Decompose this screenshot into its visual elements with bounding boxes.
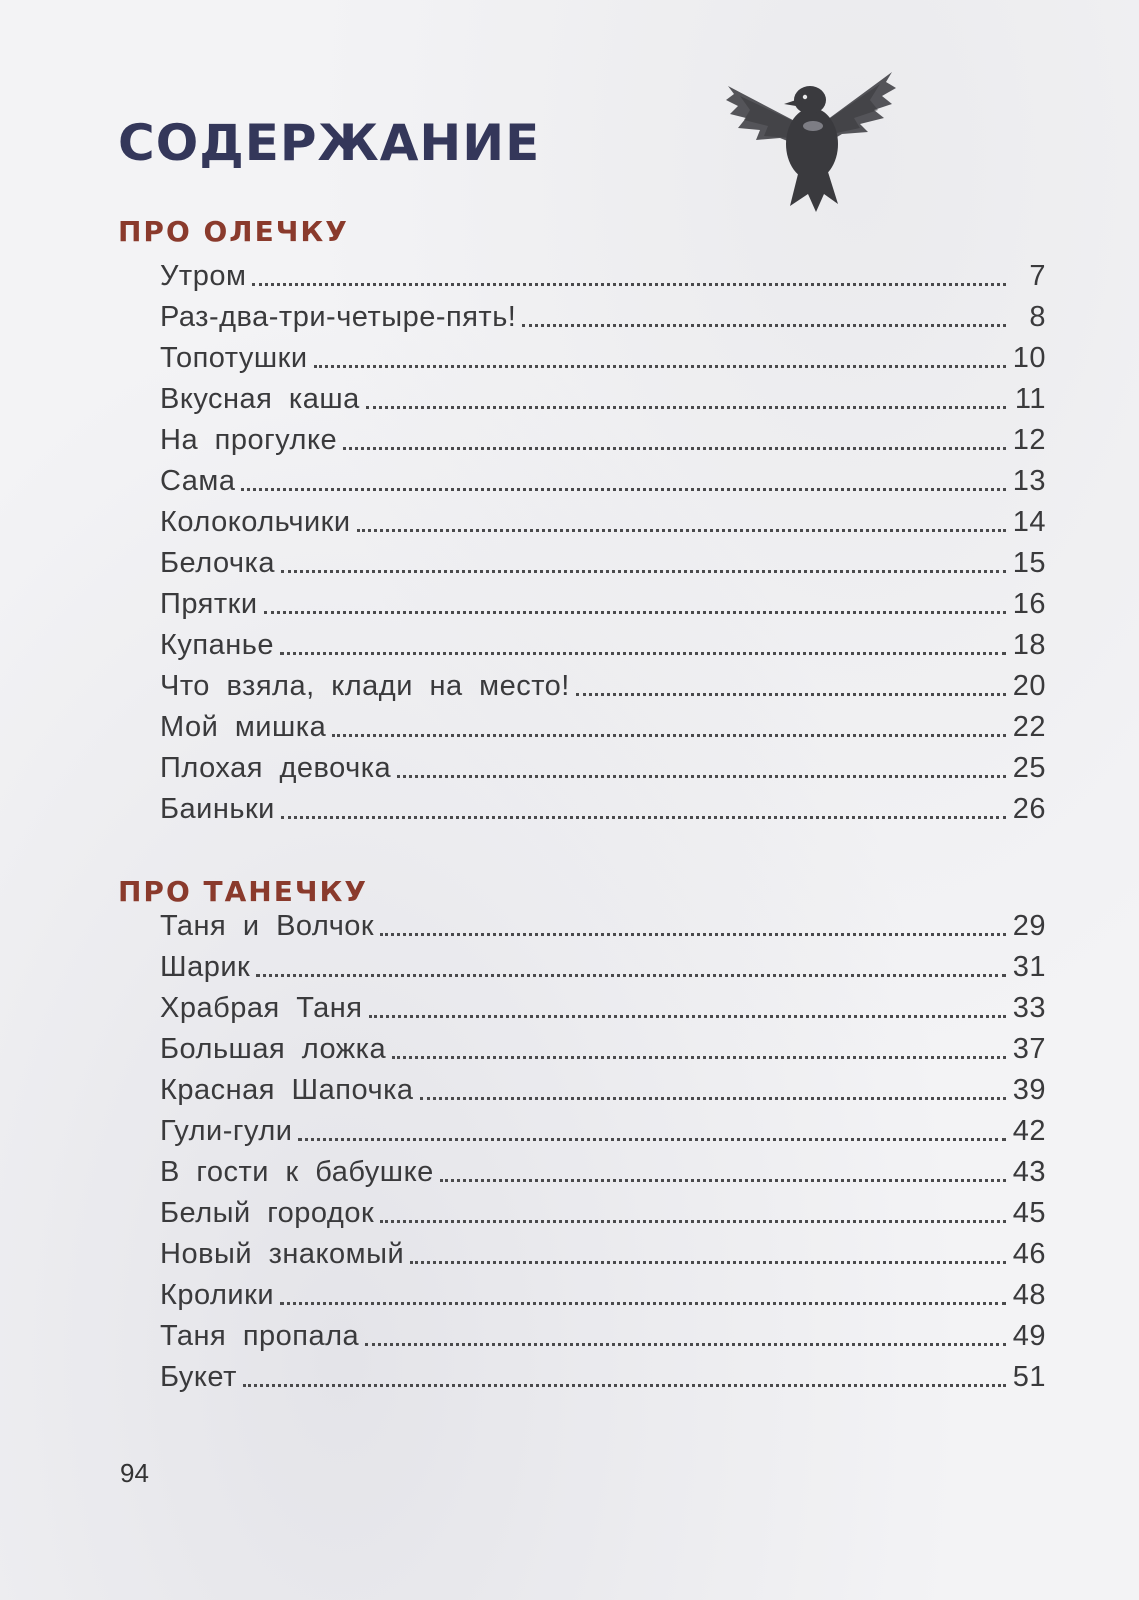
toc-entry-title: Таня пропала bbox=[160, 1320, 360, 1352]
toc-entry-title: Шарик bbox=[160, 951, 251, 983]
toc-entry-page: 29 bbox=[1012, 910, 1046, 942]
toc-leader-dots bbox=[264, 611, 1006, 614]
toc-leader-dots bbox=[252, 283, 1006, 286]
toc-entry[interactable] bbox=[160, 742, 1046, 783]
toc-leader-dots bbox=[365, 1343, 1006, 1346]
toc-entry-title: Новый знакомый bbox=[160, 1238, 405, 1270]
toc-leader-dots bbox=[281, 816, 1006, 819]
toc-entry-title: Плохая девочка bbox=[160, 752, 392, 784]
toc-entry[interactable] bbox=[160, 1023, 1046, 1064]
toc-entry[interactable] bbox=[160, 1269, 1046, 1310]
toc-entry[interactable] bbox=[160, 250, 1046, 291]
toc-entry-page: 48 bbox=[1012, 1279, 1046, 1311]
toc-entry-page: 18 bbox=[1012, 629, 1046, 661]
toc-entry[interactable] bbox=[160, 1064, 1046, 1105]
toc-entry[interactable] bbox=[160, 1351, 1046, 1392]
toc-entry-title: Раз-два-три-четыре-пять! bbox=[160, 301, 517, 333]
toc-entry-page: 12 bbox=[1012, 424, 1046, 456]
toc-entry[interactable] bbox=[160, 496, 1046, 537]
toc-leader-dots bbox=[332, 734, 1006, 737]
toc-entry-title: Мой мишка bbox=[160, 711, 327, 743]
toc-entry-title: Кролики bbox=[160, 1279, 275, 1311]
toc-entry[interactable] bbox=[160, 982, 1046, 1023]
toc-entry-page: 42 bbox=[1012, 1115, 1046, 1147]
toc-entry[interactable] bbox=[160, 414, 1046, 455]
toc-entry-title: Сама bbox=[160, 465, 236, 497]
toc-entry[interactable] bbox=[160, 1228, 1046, 1269]
toc-entry-title: Топотушки bbox=[160, 342, 308, 374]
toc-entry-page: 16 bbox=[1012, 588, 1046, 620]
toc-entry-page: 33 bbox=[1012, 992, 1046, 1024]
toc-leader-dots bbox=[343, 447, 1006, 450]
toc-entry-page: 14 bbox=[1012, 506, 1046, 538]
toc-entry[interactable] bbox=[160, 373, 1046, 414]
toc-entry-page: 10 bbox=[1012, 342, 1046, 374]
toc-entry-title: Красная Шапочка bbox=[160, 1074, 414, 1106]
toc-entry[interactable] bbox=[160, 783, 1046, 824]
toc-entry-title: Прятки bbox=[160, 588, 258, 620]
toc-list-tanechka bbox=[160, 900, 1046, 1392]
page-number: 94 bbox=[120, 1458, 149, 1488]
toc-leader-dots bbox=[243, 1384, 1006, 1387]
toc-leader-dots bbox=[380, 1220, 1006, 1223]
toc-entry-page: 31 bbox=[1012, 951, 1046, 983]
toc-entry-title: Белочка bbox=[160, 547, 275, 579]
toc-entry[interactable] bbox=[160, 455, 1046, 496]
toc-entry[interactable] bbox=[160, 941, 1046, 982]
toc-entry-page: 8 bbox=[1029, 301, 1046, 333]
toc-entry-title: Гули-гули bbox=[160, 1115, 293, 1147]
bird-icon bbox=[720, 66, 900, 221]
toc-leader-dots bbox=[281, 570, 1006, 573]
toc-entry[interactable] bbox=[160, 1310, 1046, 1351]
toc-entry[interactable] bbox=[160, 578, 1046, 619]
toc-entry-page: 22 bbox=[1012, 711, 1046, 743]
toc-leader-dots bbox=[369, 1015, 1007, 1018]
toc-entry-page: 15 bbox=[1012, 547, 1046, 579]
toc-leader-dots bbox=[298, 1138, 1006, 1141]
toc-leader-dots bbox=[522, 324, 1006, 327]
toc-leader-dots bbox=[366, 406, 1006, 409]
toc-entry-page: 37 bbox=[1012, 1033, 1046, 1065]
toc-entry-title: Белый городок bbox=[160, 1197, 375, 1229]
toc-entry-title: Букет bbox=[160, 1361, 237, 1393]
toc-entry[interactable] bbox=[160, 291, 1046, 332]
toc-entry-title: Что взяла, клади на место! bbox=[160, 670, 570, 702]
toc-entry-page: 43 bbox=[1012, 1156, 1046, 1188]
toc-entry-title: В гости к бабушке bbox=[160, 1156, 434, 1188]
section-heading-tanechka: ПРО ТАНЕЧКУ bbox=[118, 875, 368, 908]
page-title: СОДЕРЖАНИЕ bbox=[118, 114, 541, 172]
toc-entry-page: 11 bbox=[1014, 383, 1046, 415]
toc-entry-title: Таня и Волчок bbox=[160, 910, 375, 942]
toc-entry[interactable] bbox=[160, 332, 1046, 373]
toc-entry-page: 7 bbox=[1029, 260, 1046, 292]
toc-entry-title: На прогулке bbox=[160, 424, 338, 456]
toc-entry-title: Большая ложка bbox=[160, 1033, 387, 1065]
toc-leader-dots bbox=[440, 1179, 1006, 1182]
toc-entry-page: 49 bbox=[1012, 1320, 1046, 1352]
toc-entry-title: Вкусная каша bbox=[160, 383, 360, 415]
toc-entry-page: 13 bbox=[1012, 465, 1046, 497]
toc-entry-title: Утром bbox=[160, 260, 247, 292]
toc-leader-dots bbox=[380, 933, 1006, 936]
toc-entry[interactable] bbox=[160, 1187, 1046, 1228]
toc-entry-title: Купанье bbox=[160, 629, 274, 661]
toc-entry-title: Баиньки bbox=[160, 793, 275, 825]
toc-leader-dots bbox=[241, 488, 1006, 491]
toc-entry[interactable] bbox=[160, 619, 1046, 660]
toc-entry-page: 25 bbox=[1012, 752, 1046, 784]
toc-entry-page: 45 bbox=[1012, 1197, 1046, 1229]
toc-entry-page: 51 bbox=[1012, 1361, 1046, 1393]
toc-entry-page: 26 bbox=[1012, 793, 1046, 825]
toc-leader-dots bbox=[392, 1056, 1006, 1059]
toc-entry-page: 20 bbox=[1012, 670, 1046, 702]
toc-leader-dots bbox=[280, 1302, 1006, 1305]
toc-leader-dots bbox=[420, 1097, 1006, 1100]
toc-entry[interactable] bbox=[160, 900, 1046, 941]
section-heading-olechka: ПРО ОЛЕЧКУ bbox=[118, 215, 349, 248]
toc-entry[interactable] bbox=[160, 1105, 1046, 1146]
toc-leader-dots bbox=[280, 652, 1006, 655]
toc-list-olechka bbox=[160, 250, 1046, 824]
toc-entry[interactable] bbox=[160, 660, 1046, 701]
toc-entry-title: Колокольчики bbox=[160, 506, 351, 538]
toc-entry[interactable] bbox=[160, 1146, 1046, 1187]
toc-entry-page: 46 bbox=[1012, 1238, 1046, 1270]
toc-entry-title: Храбрая Таня bbox=[160, 992, 363, 1024]
toc-leader-dots bbox=[314, 365, 1006, 368]
toc-leader-dots bbox=[410, 1261, 1006, 1264]
toc-entry-page: 39 bbox=[1012, 1074, 1046, 1106]
toc-leader-dots bbox=[256, 974, 1006, 977]
toc-entry[interactable] bbox=[160, 537, 1046, 578]
toc-leader-dots bbox=[357, 529, 1006, 532]
toc-leader-dots bbox=[397, 775, 1006, 778]
toc-leader-dots bbox=[576, 693, 1006, 696]
toc-entry[interactable] bbox=[160, 701, 1046, 742]
